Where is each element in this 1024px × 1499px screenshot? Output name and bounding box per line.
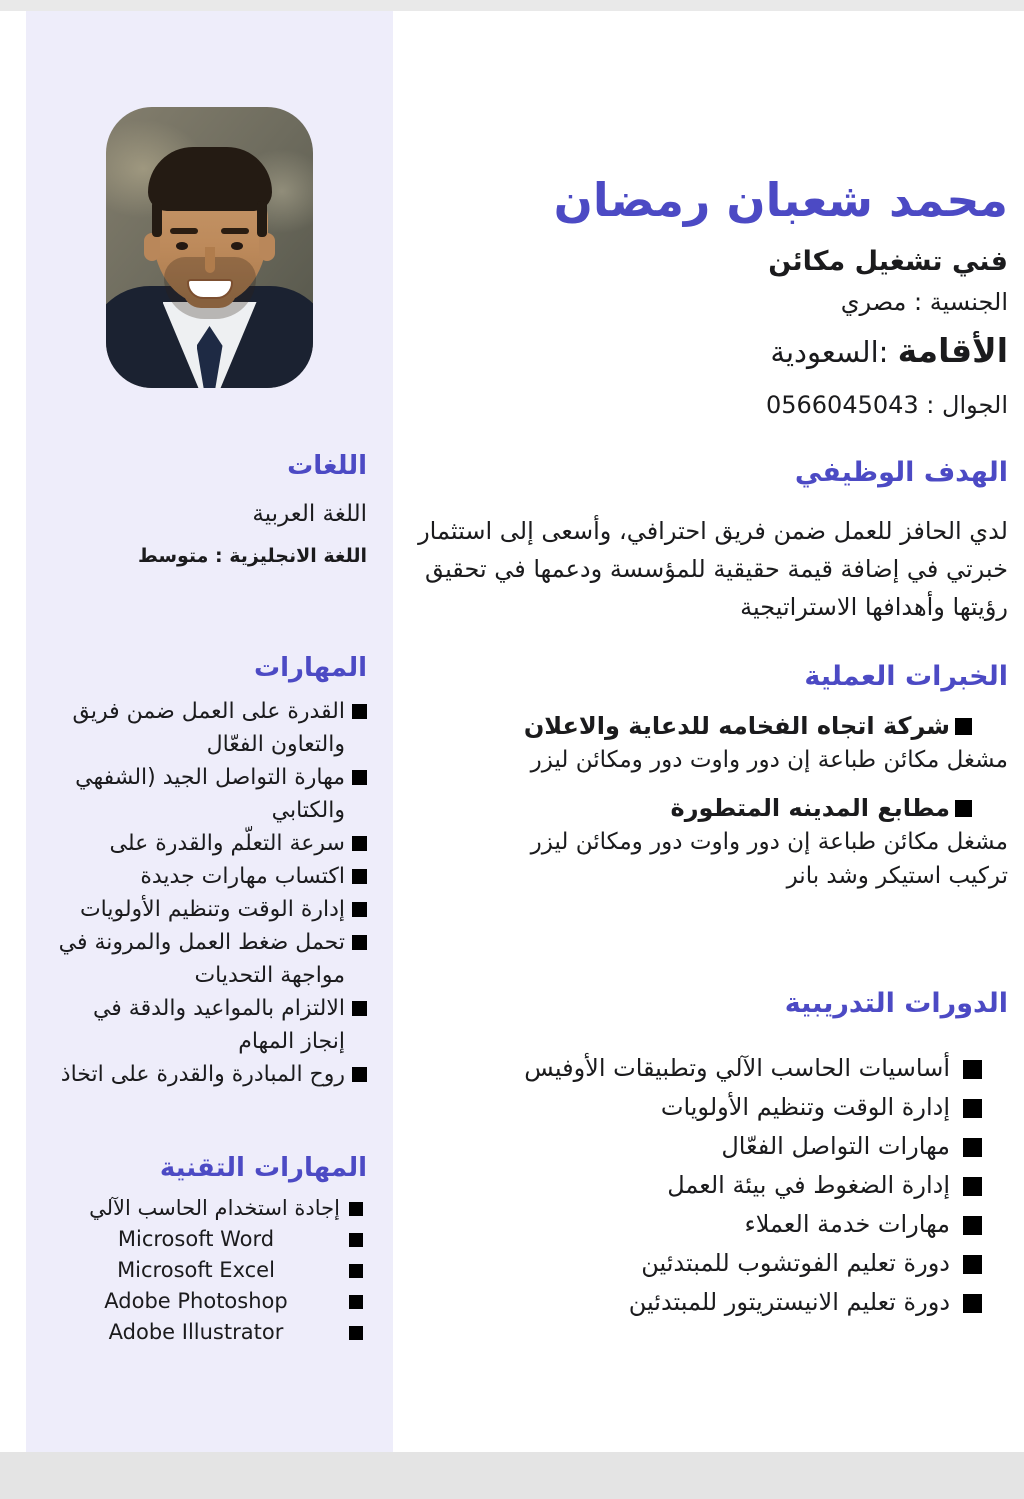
photo-smile: [187, 279, 233, 299]
photo-eye-right: [231, 242, 243, 250]
profile-photo: [106, 107, 313, 388]
tech-skills-heading: المهارات التقنية: [159, 1153, 367, 1183]
experience-description: مشغل مكائن طباعة إن دور واوت دور ومكائن ليزر: [530, 829, 1008, 855]
experience-description: تركيب استيكر وشد بانر: [786, 863, 1008, 889]
photo-ear-right: [259, 233, 275, 261]
photo-eyebrow-left: [170, 228, 198, 234]
courses-list: [415, 1049, 1008, 1322]
skills-list: [52, 695, 367, 1091]
main-column: [415, 11, 1008, 1322]
outer-strip-top: [0, 0, 1024, 11]
tech-skill-item: Adobe Photoshop: [52, 1286, 367, 1317]
tech-skill-item: إجادة استخدام الحاسب الآلي: [52, 1193, 367, 1224]
course-item: إدارة الوقت وتنظيم الأولويات: [415, 1088, 1008, 1127]
experience-entry: [415, 709, 1008, 777]
courses-heading: الدورات التدريبية: [784, 988, 1008, 1019]
tech-skills-list: [52, 1193, 367, 1348]
photo-eye-left: [176, 242, 188, 250]
experience-entry: [415, 791, 1008, 893]
objective-heading: الهدف الوظيفي: [794, 457, 1008, 488]
skill-item: سرعة التعلّم والقدرة على: [52, 827, 367, 860]
skill-item: مهارة التواصل الجيد (الشفهي والكتابي: [52, 761, 367, 827]
phone-number: الجوال : 0566045043: [765, 391, 1008, 419]
experience-company: مطابع المدينه المتطورة: [415, 791, 1008, 825]
photo-hair: [148, 147, 272, 211]
skills-heading: المهارات: [253, 653, 367, 683]
residence-value: :السعودية: [770, 335, 898, 369]
outer-strip-bottom: [0, 1452, 1024, 1499]
course-item: مهارات خدمة العملاء: [415, 1205, 1008, 1244]
experience-heading: الخبرات العملية: [804, 661, 1008, 692]
photo-eyebrow-right: [221, 228, 249, 234]
course-item: أساسيات الحاسب الآلي وتطبيقات الأوفيس: [415, 1049, 1008, 1088]
skill-item: القدرة على العمل ضمن فريق والتعاون الفعّال: [52, 695, 367, 761]
course-item: دورة تعليم الانيستريتور للمبتدئين: [415, 1283, 1008, 1322]
residence: [415, 328, 1008, 375]
languages-heading: اللغات: [287, 451, 367, 481]
photo-nose: [205, 247, 215, 273]
skill-item: الالتزام بالمواعيد والدقة في إنجاز المهام: [52, 992, 367, 1058]
nationality: الجنسية : مصري: [840, 288, 1008, 316]
skill-item: اكتساب مهارات جديدة: [52, 860, 367, 893]
objective-text: لدي الحافز للعمل ضمن فريق احترافي، وأسعى إلى استثمار خبرتي في إضافة قيمة حقيقية للمؤسسة ودعمها في تحقيق رؤيتها وأهدافها الاستراتيجية: [418, 517, 1008, 621]
experience-company: شركة اتجاه الفخامه للدعاية والاعلان: [415, 709, 1008, 743]
photo-sideburn-left: [152, 201, 162, 237]
skill-item: روح المبادرة والقدرة على اتخاذ: [52, 1058, 367, 1091]
job-title: فني تشغيل مكائن: [768, 246, 1008, 277]
skill-item: تحمل ضغط العمل والمرونة في مواجهة التحديات: [52, 926, 367, 992]
candidate-name: محمد شعبان رمضان: [553, 173, 1008, 227]
course-item: مهارات التواصل الفعّال: [415, 1127, 1008, 1166]
photo-sideburn-right: [257, 201, 267, 237]
residence-label: الأقامة: [897, 331, 1008, 370]
photo-ear-left: [144, 233, 160, 261]
tech-skill-item: Microsoft Word: [52, 1224, 367, 1255]
language-english-level: اللغة الانجليزية : متوسط: [137, 545, 367, 567]
course-item: إدارة الضغوط في بيئة العمل: [415, 1166, 1008, 1205]
skill-item: إدارة الوقت وتنظيم الأولويات: [52, 893, 367, 926]
course-item: دورة تعليم الفوتشوب للمبتدئين: [415, 1244, 1008, 1283]
experience-description: مشغل مكائن طباعة إن دور واوت دور ومكائن ليزر: [530, 747, 1008, 773]
sidebar: [26, 11, 393, 1452]
tech-skill-item: Adobe Illustrator: [52, 1317, 367, 1348]
language-arabic: اللغة العربية: [252, 501, 367, 527]
tech-skill-item: Microsoft Excel: [52, 1255, 367, 1286]
